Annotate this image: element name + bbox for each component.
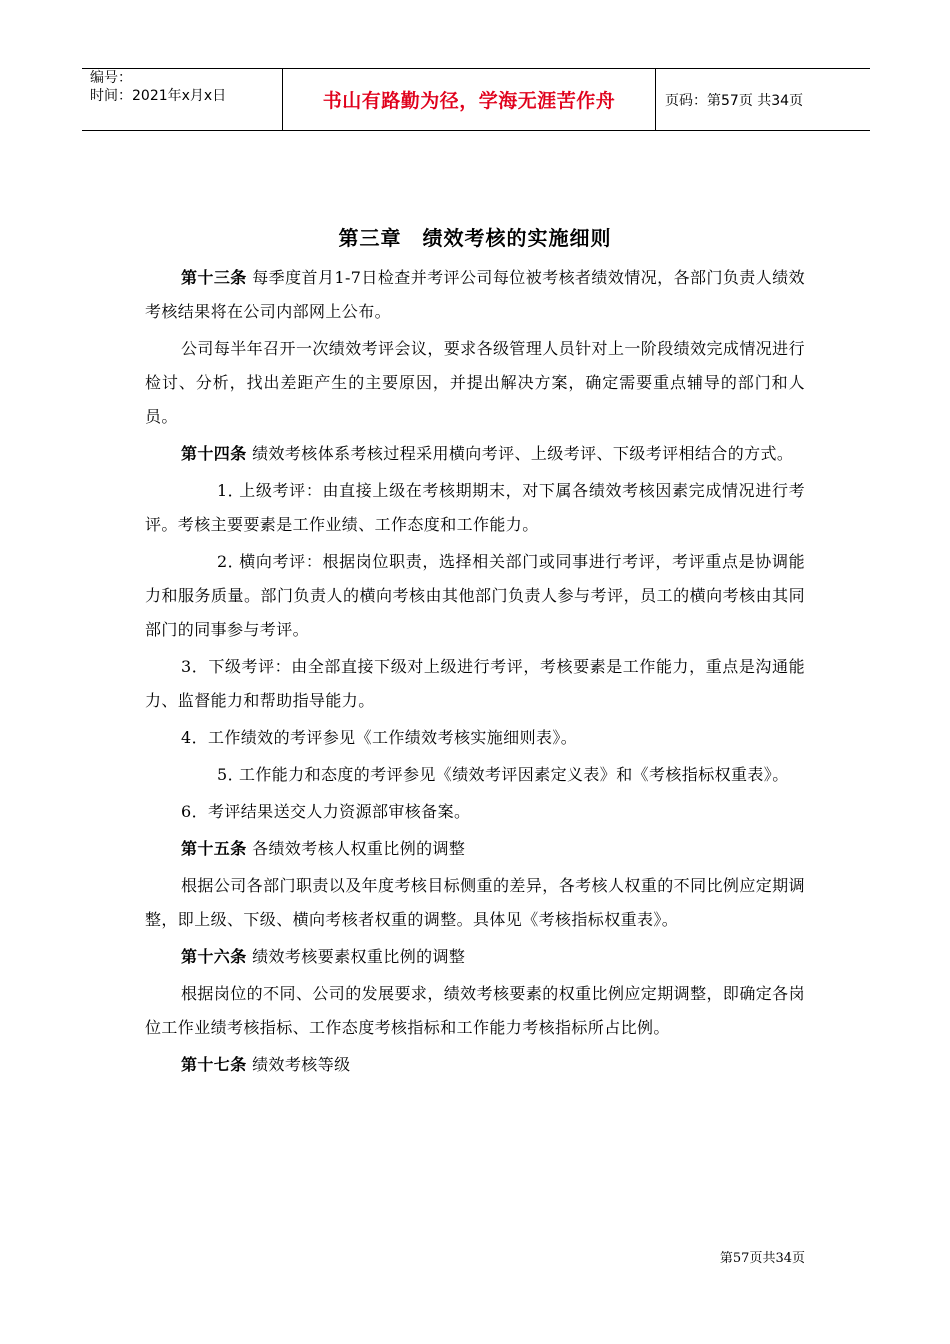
paragraph-text: 3．下级考评：由全部直接下级对上级进行考评，考核要素是工作能力，重点是沟通能力、监督能力和帮助指导能力。 [145,657,805,710]
paragraph-text: 根据公司各部门职责以及年度考核目标侧重的差异，各考核人权重的不同比例应定期调整，即上级、下级、横向考核者权重的调整。具体见《考核指标权重表》。 [145,876,805,929]
paragraph [145,977,805,1045]
paragraph [145,832,805,866]
paragraph [145,758,805,792]
header-motto: 书山有路勤为径，学海无涯苦作舟 [322,90,616,112]
list-number: 1． [217,481,244,500]
paragraph-text: 绩效考核要素权重比例的调整 [246,947,466,966]
paragraph [145,650,805,718]
paragraph [145,795,805,829]
paragraph-text: 绩效考核等级 [246,1055,351,1074]
doc-number-label: 编号： [90,70,132,86]
article-number: 第十七条 [181,1055,247,1074]
article-number: 第十五条 [181,839,247,858]
list-number: 5． [217,765,244,784]
paragraph-text: 6．考评结果送交人力资源部审核备案。 [181,802,471,821]
header-page-cell [655,69,870,130]
article-number: 第十四条 [181,444,247,463]
paragraph [145,437,805,471]
paragraph [145,940,805,974]
document-body [145,261,805,1082]
chapter-title: 第三章 绩效考核的实施细则 [338,226,612,250]
paragraph [145,545,805,647]
paragraph-text: 4．工作绩效的考评参见《工作绩效考核实施细则表》。 [181,728,578,747]
doc-time-label: 时间：2021年x月x日 [90,88,227,104]
paragraph [145,474,805,542]
article-number: 第十三条 [181,268,247,287]
list-number: 2． [217,552,244,571]
paragraph-text: 上级考评：由直接上级在考核期期末，对下属各绩效考核因素完成情况进行考评。考核主要要素是工作业绩、工作态度和工作能力。 [145,481,805,534]
header-page-info: 页码：第57页 共34页 [665,92,804,109]
page-header [82,68,870,131]
paragraph-text: 公司每半年召开一次绩效考评会议，要求各级管理人员针对上一阶段绩效完成情况进行检讨、分析，找出差距产生的主要原因，并提出解决方案，确定需要重点辅导的部门和人员。 [145,339,805,426]
paragraph-text: 每季度首月1-7日检查并考评公司每位被考核者绩效情况，各部门负责人绩效考核结果将在公司内部网上公布。 [145,268,805,321]
paragraph [145,869,805,937]
page-footer: 第57页共34页 [719,1251,805,1266]
header-motto-cell [282,69,656,130]
paragraph-text: 各绩效考核人权重比例的调整 [246,839,466,858]
paragraph [145,1048,805,1082]
article-number: 第十六条 [181,947,247,966]
paragraph [145,261,805,329]
paragraph-text: 绩效考核体系考核过程采用横向考评、上级考评、下级考评相结合的方式。 [246,444,794,463]
paragraph-text: 根据岗位的不同、公司的发展要求，绩效考核要素的权重比例应定期调整，即确定各岗位工作业绩考核指标、工作态度考核指标和工作能力考核指标所占比例。 [145,984,805,1037]
header-meta-cell [82,69,282,130]
paragraph [145,332,805,434]
paragraph-text: 工作能力和态度的考评参见《绩效考评因素定义表》和《考核指标权重表》。 [239,765,789,784]
paragraph-text: 横向考评：根据岗位职责，选择相关部门或同事进行考评，考评重点是协调能力和服务质量。部门负责人的横向考核由其他部门负责人参与考评，员工的横向考核由其同部门的同事参与考评。 [145,552,805,639]
paragraph [145,721,805,755]
